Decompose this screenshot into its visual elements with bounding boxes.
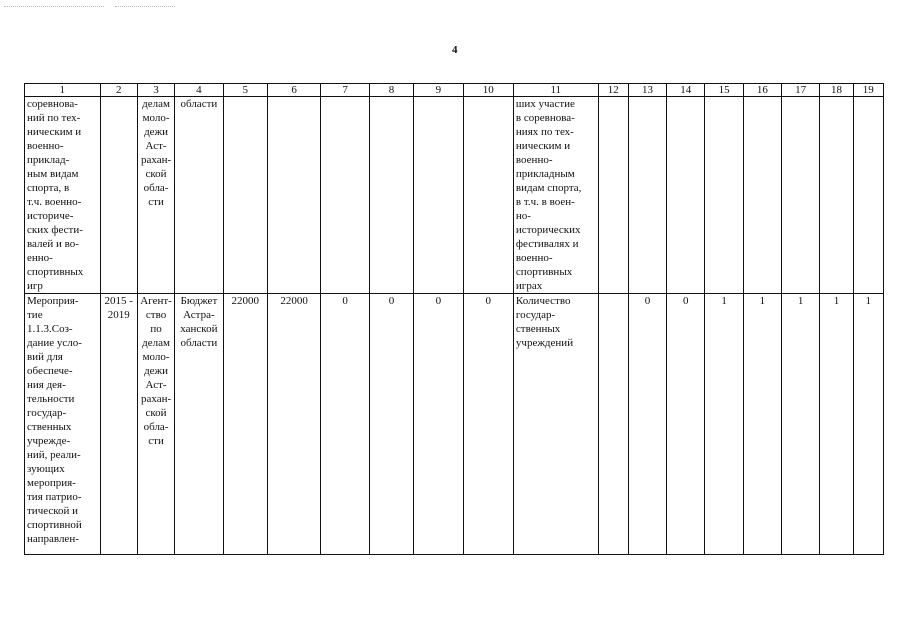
cell-empty <box>705 97 743 294</box>
cell-executor: Агент- ство по делам моло- дежи Аст- рахан- ской обла- сти <box>137 294 174 555</box>
cell-value: 1 <box>705 294 743 555</box>
header-cell: 7 <box>321 84 369 97</box>
header-cell: 17 <box>782 84 820 97</box>
cell-value: 1 <box>820 294 853 555</box>
cell-empty <box>369 97 413 294</box>
table-row <box>25 97 884 294</box>
cell-empty <box>853 97 883 294</box>
cell-empty <box>743 97 781 294</box>
header-cell: 5 <box>223 84 267 97</box>
scan-artifact <box>4 6 104 7</box>
cell-value: 1 <box>853 294 883 555</box>
cell-value: 1 <box>782 294 820 555</box>
cell-value: 1 <box>743 294 781 555</box>
cell-empty <box>414 97 463 294</box>
header-cell: 4 <box>175 84 223 97</box>
cell-value <box>598 294 628 555</box>
cell-indicator: Количество государ- ственных учреждений <box>513 294 598 555</box>
header-cell: 15 <box>705 84 743 97</box>
header-cell: 6 <box>267 84 320 97</box>
header-cell: 14 <box>667 84 705 97</box>
cell-indicator: ших участие в соревнова- ниях по тех- ническим и военно- прикладным видам спорта, в т.ч. в воен- но- исторических фестивалях и военно- спортивных играх <box>513 97 598 294</box>
table-row <box>25 294 884 555</box>
cell-empty <box>598 97 628 294</box>
cell-empty <box>782 97 820 294</box>
header-cell: 16 <box>743 84 781 97</box>
header-cell: 13 <box>628 84 666 97</box>
header-cell: 1 <box>25 84 101 97</box>
cell-empty <box>223 97 267 294</box>
cell-value: 0 <box>667 294 705 555</box>
header-cell: 10 <box>463 84 513 97</box>
cell-value: 0 <box>628 294 666 555</box>
header-cell: 19 <box>853 84 883 97</box>
cell-executor: делам моло- дежи Аст- рахан- ской обла- сти <box>137 97 174 294</box>
header-cell: 8 <box>369 84 413 97</box>
header-cell: 2 <box>100 84 137 97</box>
cell-value: 0 <box>463 294 513 555</box>
cell-value: 22000 <box>223 294 267 555</box>
header-cell: 12 <box>598 84 628 97</box>
cell-event-name: Мероприя- тие 1.1.3.Соз- дание усло- вий для обеспече- ния дея- тельности государ- ственных учрежде- ний, реали- зующих мероприя- тия патрио- тической и спортивной направлен- <box>25 294 101 555</box>
cell-value: 0 <box>414 294 463 555</box>
page-number: 4 <box>452 44 458 56</box>
cell-value: 0 <box>321 294 369 555</box>
cell-empty <box>667 97 705 294</box>
cell-empty <box>820 97 853 294</box>
cell-period: 2015 - 2019 <box>100 294 137 555</box>
header-cell: 3 <box>137 84 174 97</box>
header-cell: 9 <box>414 84 463 97</box>
document-table <box>24 83 884 555</box>
cell-empty <box>321 97 369 294</box>
cell-empty <box>463 97 513 294</box>
table-header-row <box>25 84 884 97</box>
cell-funding-source: области <box>175 97 223 294</box>
header-cell: 11 <box>513 84 598 97</box>
cell-value: 22000 <box>267 294 320 555</box>
scan-artifact <box>115 6 175 7</box>
header-cell: 18 <box>820 84 853 97</box>
cell-funding-source: Бюджет Астра- ханской области <box>175 294 223 555</box>
cell-empty <box>267 97 320 294</box>
cell-value: 0 <box>369 294 413 555</box>
cell-empty <box>628 97 666 294</box>
cell-event-name: соревнова- ний по тех- ническим и военно- приклад- ным видам спорта, в т.ч. военно- историче- ских фести- валей и во- енно- спортивных игр <box>25 97 101 294</box>
cell-period <box>100 97 137 294</box>
